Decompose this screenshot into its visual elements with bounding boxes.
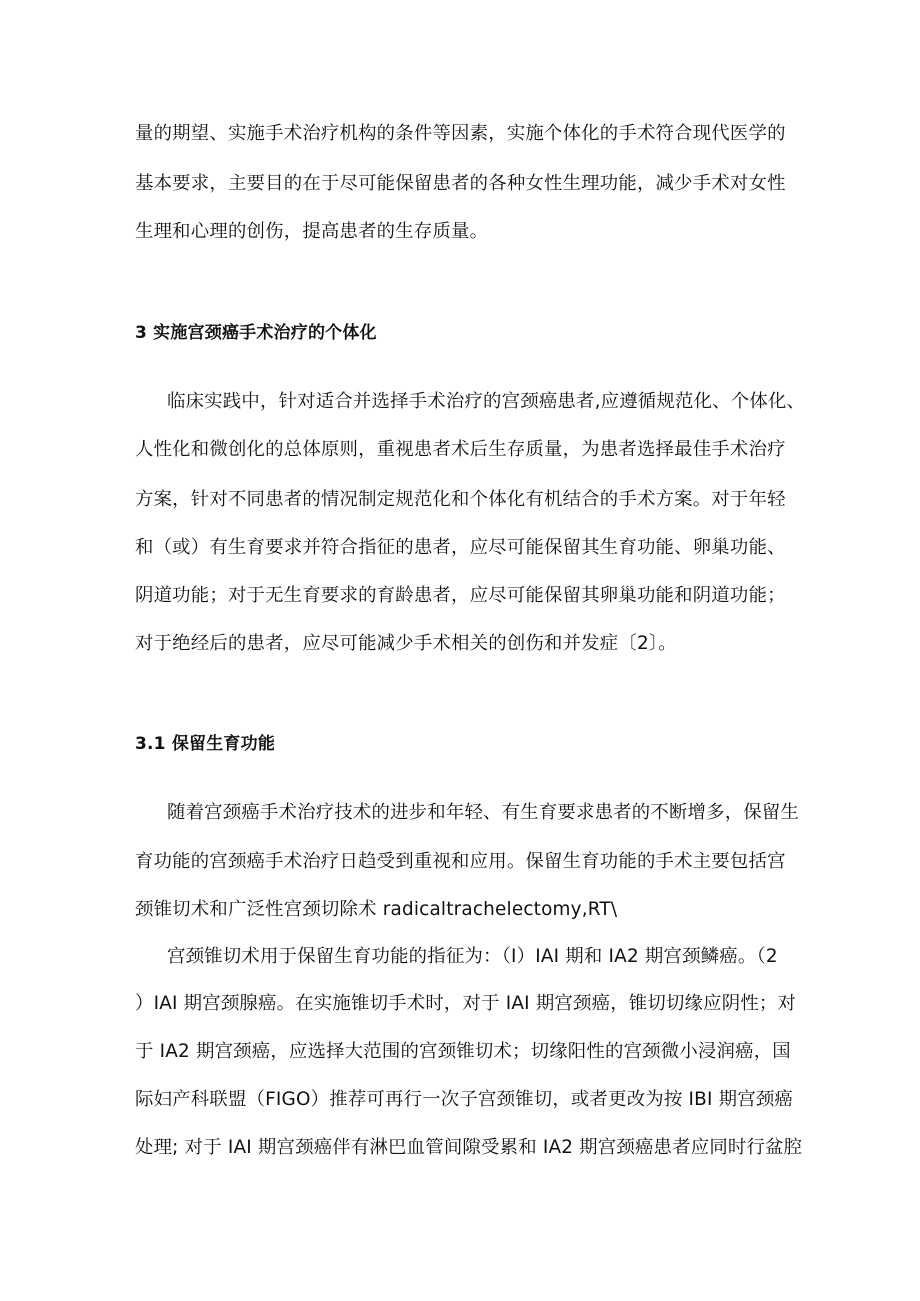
section-3-line-3: 方案，针对不同患者的情况制定规范化和个体化有机结合的手术方案。对于年轻	[135, 489, 786, 510]
section-3-1-p2-line-2: ）IAI 期宫颈腺癌。在实施锥切手术时，对于 IAI 期宫颈癌，锥切切缘应阴性；对	[135, 993, 797, 1014]
section-3-line-4: 和（或）有生育要求并符合指征的患者，应尽可能保留其生育功能、卵巢功能、	[135, 537, 786, 558]
section-3-heading: 3 实施宫颈癌手术治疗的个体化	[135, 323, 377, 343]
section-3-line-1: 临床实践中，针对适合并选择手术治疗的宫颈癌患者,应遵循规范化、个体化、	[167, 391, 806, 412]
section-3-1-p1-line-1: 随着宫颈癌手术治疗技术的进步和年轻、有生育要求患者的不断增多，保留生	[167, 802, 800, 823]
section-3-line-2: 人性化和微创化的总体原则，重视患者术后生存质量，为患者选择最佳手术治疗	[135, 439, 786, 460]
intro-line-1: 量的期望、实施手术治疗机构的条件等因素，实施个体化的手术符合现代医学的	[135, 123, 786, 144]
section-3-1-heading: 3.1 保留生育功能	[135, 734, 276, 754]
section-3-1-p2-line-3: 于 IA2 期宫颈癌，应选择大范围的宫颈锥切术；切缘阳性的宫颈微小浸润癌，国	[135, 1041, 791, 1062]
section-3-1-p2-line-4: 际妇产科联盟（FIGO）推荐可再行一次子宫颈锥切，或者更改为按 IBI 期宫颈癌	[135, 1089, 793, 1110]
section-3-line-6: 对于绝经后的患者，应尽可能减少手术相关的创伤和并发症〔2〕。	[135, 633, 677, 654]
intro-line-3: 生理和心理的创伤，提高患者的生存质量。	[135, 221, 489, 242]
intro-line-2: 基本要求，主要目的在于尽可能保留患者的各种女性生理功能，减少手术对女性	[135, 173, 786, 194]
section-3-1-p2-line-1: 宫颈锥切术用于保留生育功能的指征为：（I）IAI 期和 IA2 期宫颈鳞癌。（2	[167, 946, 778, 967]
section-3-1-p2-line-5: 处理; 对于 IAI 期宫颈癌伴有淋巴血管间隙受累和 IA2 期宫颈癌患者应同时行盆腔	[135, 1137, 803, 1158]
section-3-1-p1-line-3: 颈锥切术和广泛性宫颈切除术 radicaltrachelectomy,RT\	[135, 899, 618, 920]
section-3-1-p1-line-2: 育功能的宫颈癌手术治疗日趋受到重视和应用。保留生育功能的手术主要包括宫	[135, 851, 786, 872]
section-3-line-5: 阴道功能；对于无生育要求的育龄患者，应尽可能保留其卵巢功能和阴道功能；	[135, 585, 786, 606]
